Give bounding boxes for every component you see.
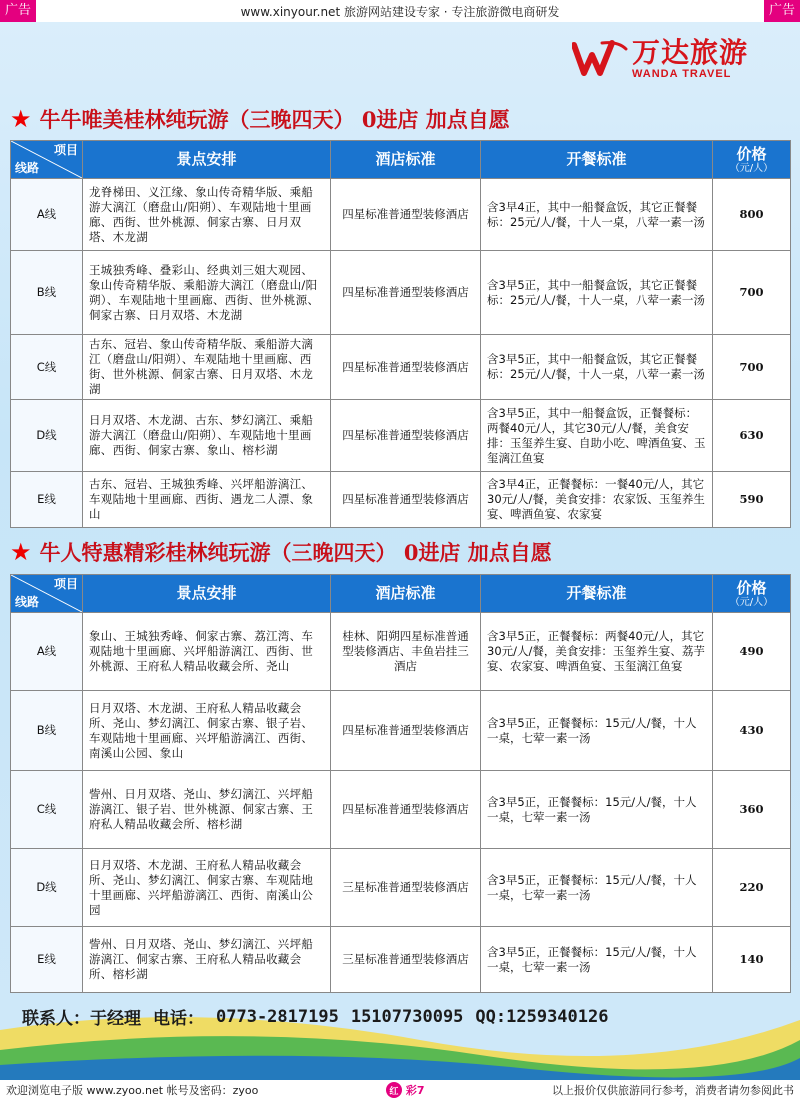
wanda-logo <box>572 34 782 84</box>
table-row <box>11 691 791 771</box>
route-name: B线 <box>11 691 83 771</box>
route-hotel: 四星标准普通型装修酒店 <box>331 179 481 251</box>
hotel-header: 酒店标准 <box>331 575 481 613</box>
route-name: B线 <box>11 251 83 335</box>
route-meal: 含3早4正，其中一船餐盒饭，其它正餐餐标：25元/人/餐，十人一桌，八荤一素一汤 <box>481 179 713 251</box>
route-sights: 日月双塔、木龙湖、王府私人精品收藏会所、尧山、梦幻漓江、侗家古寨、车观陆地十里画廊、兴坪船游漓江、西街、南溪山公园 <box>83 849 331 927</box>
route-hotel: 四星标准普通型装修酒店 <box>331 771 481 849</box>
footer-badge: 红 <box>386 1082 402 1098</box>
footer-website: 欢迎浏览电子版 www.zyoo.net 帐号及密码：zyoo <box>6 1084 259 1097</box>
table-row <box>11 400 791 472</box>
route-meal: 含3早4正，正餐餐标：一餐40元/人，其它30元/人/餐，美食安排：农家饭、玉玺养生宴、啤酒鱼宴、农家宴 <box>481 472 713 528</box>
phone-label: 电话： <box>153 1009 204 1029</box>
route-name: C线 <box>11 335 83 400</box>
route-price: 490 <box>713 613 791 691</box>
route-hotel: 三星标准普通型装修酒店 <box>331 849 481 927</box>
wanda-logo-icon <box>572 39 628 79</box>
price-header-unit: （元/人） <box>729 162 774 174</box>
section2-table <box>10 574 791 993</box>
route-meal: 含3早5正，正餐餐标：15元/人/餐，十人一桌，七荤一素一汤 <box>481 927 713 993</box>
table-row <box>11 472 791 528</box>
route-header-top: 项目 <box>53 143 78 157</box>
route-meal: 含3早5正，正餐餐标：两餐40元/人，其它30元/人/餐，美食安排：玉玺养生宴、荔芋宴、农家宴、啤酒鱼宴、玉玺漓江鱼宴 <box>481 613 713 691</box>
route-price: 220 <box>713 849 791 927</box>
route-sights: 日月双塔、木龙湖、古东、梦幻漓江、乘船游大漓江（磨盘山/阳朔）、车观陆地十里画廊、西街、侗家古寨、象山、榕杉湖 <box>83 400 331 472</box>
route-name: D线 <box>11 849 83 927</box>
route-sights: 龙脊梯田、义江缘、象山传奇精华版、乘船游大漓江（磨盘山/阳朔）、车观陆地十里画廊、西街、世外桃源、侗家古寨、日月双塔、木龙湖 <box>83 179 331 251</box>
contact-person: 联系人：于经理 <box>22 1009 141 1029</box>
route-meal: 含3早5正，正餐餐标：15元/人/餐，十人一桌，七荤一素一汤 <box>481 849 713 927</box>
price-header <box>713 575 791 613</box>
footer-page-number: 彩7 <box>405 1084 425 1097</box>
meal-header: 开餐标准 <box>481 141 713 179</box>
sights-header: 景点安排 <box>83 575 331 613</box>
top-banner-text: www.xinyour.net 旅游网站建设专家 · 专注旅游微电商研发 <box>240 4 560 19</box>
route-sights: 日月双塔、木龙湖、王府私人精品收藏会所、尧山、梦幻漓江、侗家古寨、银子岩、车观陆地十里画廊、兴坪船游漓江、西街、南溪山公园、象山 <box>83 691 331 771</box>
route-price: 800 <box>713 179 791 251</box>
ad-tag-right: 广告 <box>764 0 800 22</box>
contact-info <box>22 1004 792 1029</box>
route-header-top: 项目 <box>53 577 78 591</box>
footer-page-marker <box>386 1082 425 1098</box>
route-name: E线 <box>11 927 83 993</box>
route-sights: 象山、王城独秀峰、侗家古寨、荔江湾、车观陆地十里画廊、兴坪船游漓江、西街、世外桃源、王府私人精品收藏会所、尧山 <box>83 613 331 691</box>
table-row <box>11 251 791 335</box>
route-price: 590 <box>713 472 791 528</box>
hotel-header: 酒店标准 <box>331 141 481 179</box>
phone-number-2[interactable]: 15107730095 <box>350 1006 464 1027</box>
table-row <box>11 771 791 849</box>
section1-title-text: 牛牛唯美桂林纯玩游（三晚四天） 0进店 加点自愿 <box>39 107 510 132</box>
route-hotel: 四星标准普通型装修酒店 <box>331 400 481 472</box>
route-meal: 含3早5正，其中一船餐盒饭，其它正餐餐标：25元/人/餐，十人一桌，八荤一素一汤 <box>481 251 713 335</box>
table-row <box>11 179 791 251</box>
table-row <box>11 335 791 400</box>
route-hotel: 四星标准普通型装修酒店 <box>331 335 481 400</box>
top-banner <box>0 0 800 22</box>
table-row <box>11 849 791 927</box>
route-sights: 王城独秀峰、叠彩山、经典刘三姐大观园、象山传奇精华版、乘船游大漓江（磨盘山/阳朔）、车观陆地十里画廊、西街、世外桃源、侗家古寨、日月双塔、木龙湖 <box>83 251 331 335</box>
route-sights: 古东、冠岩、象山传奇精华版、乘船游大漓江（磨盘山/阳朔）、车观陆地十里画廊、西街、世外桃源、侗家古寨、日月双塔、木龙湖 <box>83 335 331 400</box>
route-sights: 訾州、日月双塔、尧山、梦幻漓江、兴坪船游漓江、侗家古寨、王府私人精品收藏会所、榕杉湖 <box>83 927 331 993</box>
route-header <box>11 575 83 613</box>
price-header-unit: （元/人） <box>729 596 774 608</box>
section2-title-text: 牛人特惠精彩桂林纯玩游（三晚四天） 0进店 加点自愿 <box>39 540 552 565</box>
price-header-main: 价格 <box>736 578 767 597</box>
route-header-bottom: 线路 <box>15 595 40 609</box>
star-icon: ★ <box>10 538 32 566</box>
section1-table <box>10 140 791 528</box>
route-hotel: 桂林、阳朔四星标准普通型装修酒店、丰鱼岩挂三酒店 <box>331 613 481 691</box>
footer-disclaimer: 以上报价仅供旅游同行参考，消费者请勿参阅此书 <box>552 1084 794 1097</box>
section1-header-row <box>11 141 791 179</box>
route-header-bottom: 线路 <box>15 161 40 175</box>
route-price: 430 <box>713 691 791 771</box>
qq-number[interactable]: QQ:1259340126 <box>475 1006 609 1027</box>
route-hotel: 三星标准普通型装修酒店 <box>331 927 481 993</box>
ad-tag-left: 广告 <box>0 0 36 22</box>
phone-number-1[interactable]: 0773-2817195 <box>216 1006 339 1027</box>
route-name: A线 <box>11 613 83 691</box>
route-price: 140 <box>713 927 791 993</box>
logo-english-name: WANDA TRAVEL <box>632 68 732 80</box>
sights-header: 景点安排 <box>83 141 331 179</box>
section2-header-row <box>11 575 791 613</box>
price-header-main: 价格 <box>736 144 767 163</box>
route-meal: 含3早5正，正餐餐标：15元/人/餐，十人一桌，七荤一素一汤 <box>481 771 713 849</box>
route-sights: 古东、冠岩、王城独秀峰、兴坪船游漓江、车观陆地十里画廊、西街、遇龙二人漂、象山 <box>83 472 331 528</box>
price-header <box>713 141 791 179</box>
route-name: C线 <box>11 771 83 849</box>
route-price: 360 <box>713 771 791 849</box>
meal-header: 开餐标准 <box>481 575 713 613</box>
route-meal: 含3早5正，其中一船餐盒饭，其它正餐餐标：25元/人/餐，十人一桌，八荤一素一汤 <box>481 335 713 400</box>
route-price: 700 <box>713 251 791 335</box>
route-price: 630 <box>713 400 791 472</box>
route-name: E线 <box>11 472 83 528</box>
route-name: A线 <box>11 179 83 251</box>
logo-chinese-name: 万达旅游 <box>632 36 749 69</box>
route-header <box>11 141 83 179</box>
route-hotel: 四星标准普通型装修酒店 <box>331 691 481 771</box>
route-price: 700 <box>713 335 791 400</box>
footer-bar <box>0 1080 800 1100</box>
route-meal: 含3早5正，正餐餐标：15元/人/餐，十人一桌，七荤一素一汤 <box>481 691 713 771</box>
route-sights: 訾州、日月双塔、尧山、梦幻漓江、兴坪船游漓江、银子岩、世外桃源、侗家古寨、王府私人精品收藏会所、榕杉湖 <box>83 771 331 849</box>
star-icon: ★ <box>10 105 32 133</box>
route-hotel: 四星标准普通型装修酒店 <box>331 251 481 335</box>
route-meal: 含3早5正，其中一船餐盒饭，正餐餐标：两餐40元/人，其它30元/人/餐，美食安排：玉玺养生宴、自助小吃、啤酒鱼宴、玉玺漓江鱼宴 <box>481 400 713 472</box>
section2-title <box>10 535 552 569</box>
route-hotel: 四星标准普通型装修酒店 <box>331 472 481 528</box>
section1-title <box>10 102 510 136</box>
table-row <box>11 613 791 691</box>
route-name: D线 <box>11 400 83 472</box>
